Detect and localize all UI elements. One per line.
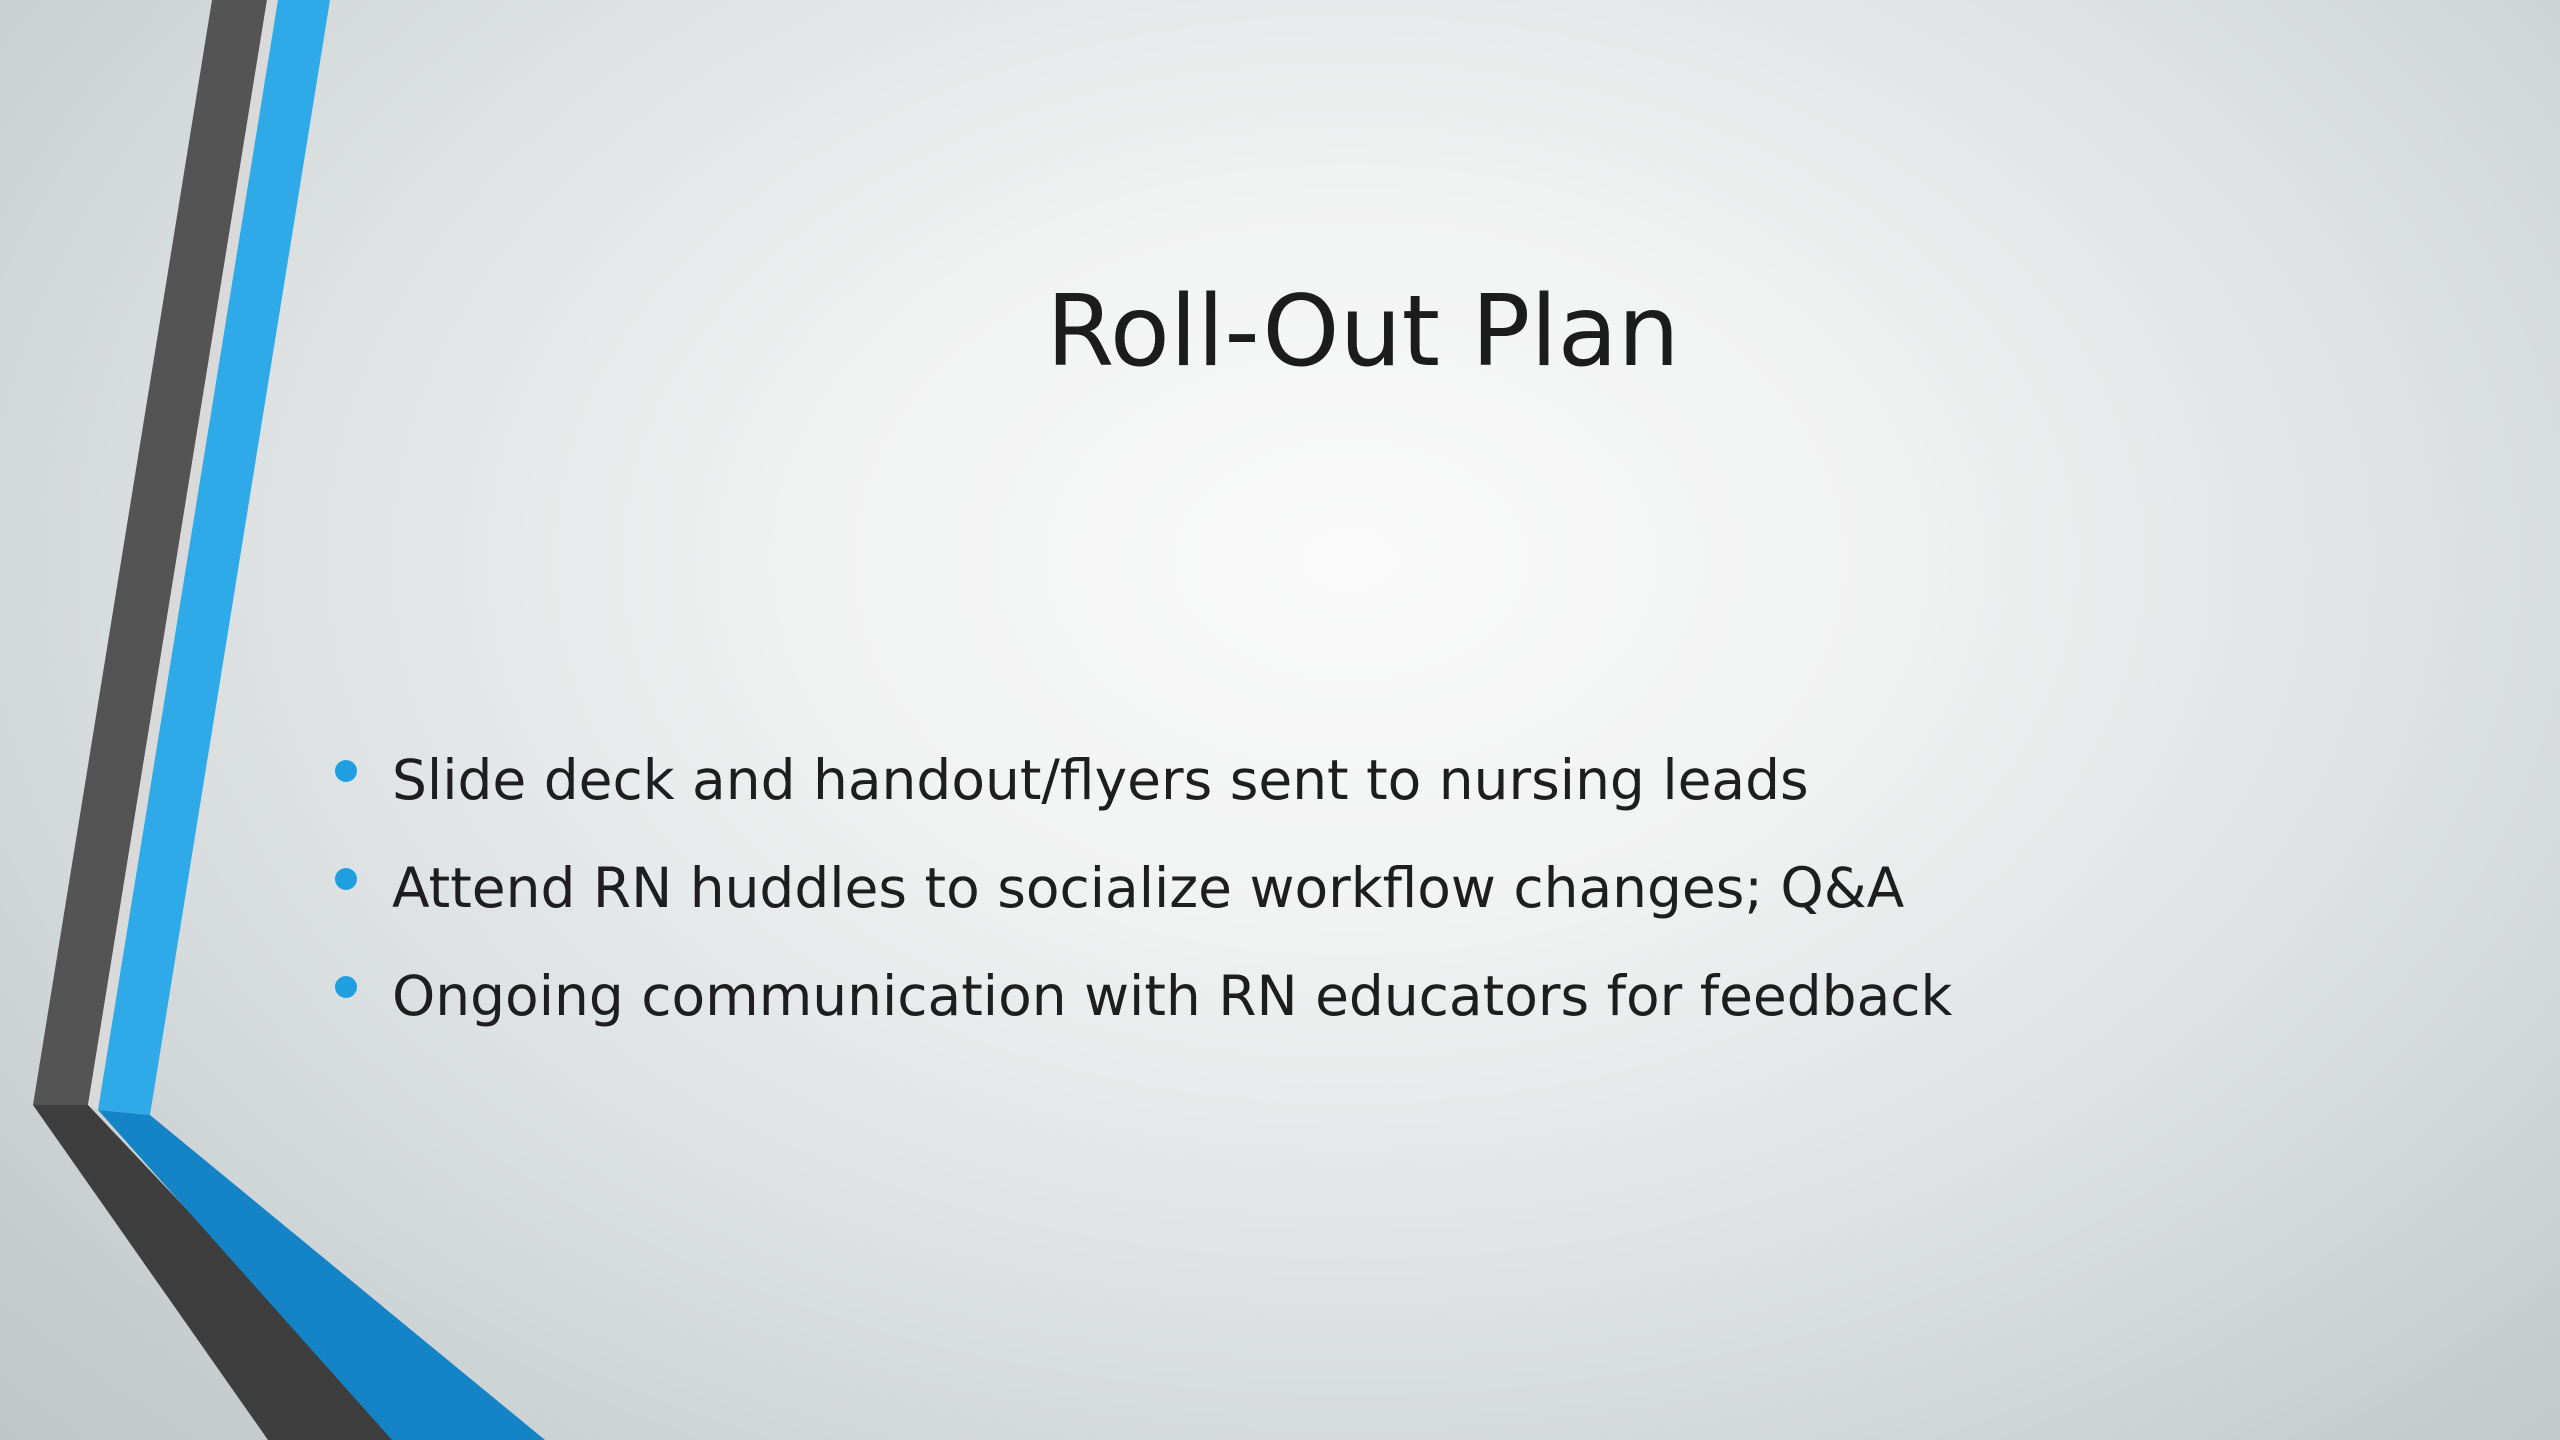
slide-title: Roll-Out Plan xyxy=(1046,275,1680,389)
bullet-item xyxy=(330,956,1952,1064)
bullet-text: Ongoing communication with RN educators for feedback xyxy=(392,964,1953,1028)
bullet-text: Attend RN huddles to socialize workflow changes; Q&A xyxy=(392,856,1905,920)
bullet-text: Slide deck and handout/flyers sent to nursing leads xyxy=(392,748,1809,812)
bullet-dot-icon xyxy=(335,868,357,890)
bullet-dot-icon xyxy=(335,760,357,782)
light-separator-stripe xyxy=(88,0,278,1110)
bullet-item xyxy=(330,848,1952,956)
bullet-list xyxy=(330,740,1952,1064)
bullet-item xyxy=(330,740,1952,848)
bullet-dot-icon xyxy=(335,976,357,998)
